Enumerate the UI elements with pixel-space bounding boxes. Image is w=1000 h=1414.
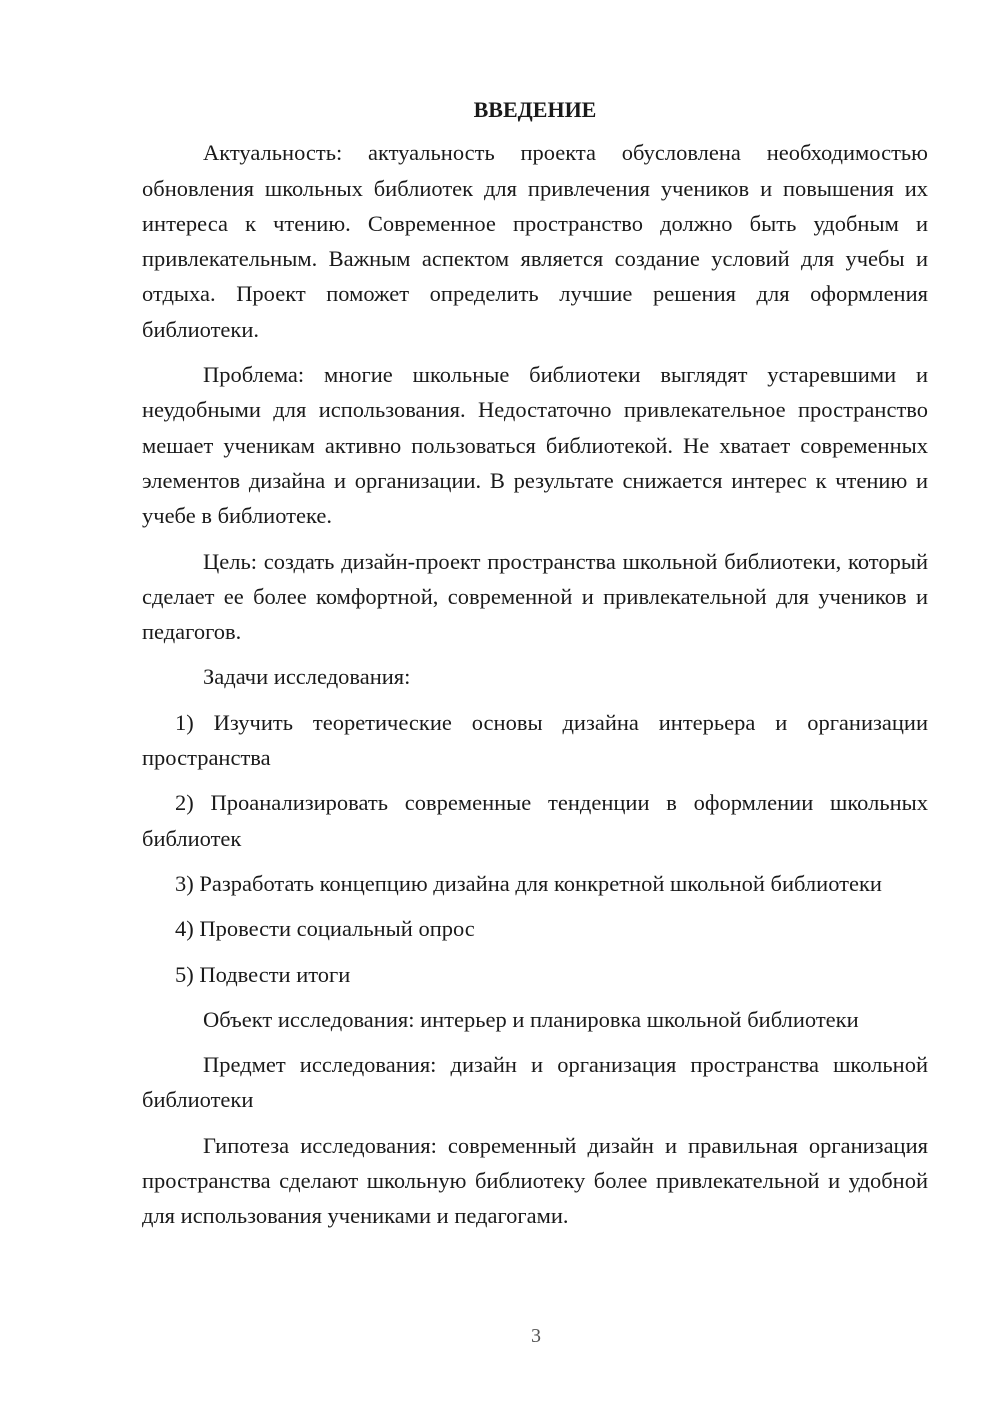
paragraph-relevance: Актуальность: актуальность проекта обусловлена необходимостью обновления школьных библиотек для привлечения учеников и повышения их интереса к чтению. Современное пространство должно быть удобным и привлекательным. Важным аспектом является создание условий для учебы и отдыха. Проект поможет определить лучшие решения для оформления библиотеки. (142, 140, 928, 342)
page-title: ВВЕДЕНИЕ (473, 97, 597, 122)
document-page (142, 92, 928, 1244)
task-item-1: 1) Изучить теоретические основы дизайна интерьера и организации пространства (142, 709, 928, 771)
task-item-4: 4) Провести социальный опрос (175, 916, 475, 942)
task-item-3: 3) Разработать концепцию дизайна для конкретной школьной библиотеки (175, 870, 882, 896)
paragraph-problem: Проблема: многие школьные библиотеки выглядят устаревшими и неудобными для использования. Недостаточно привлекательное пространство мешает ученикам активно пользоваться библиотекой. Не хватает современных элементов дизайна и организации. В результате снижается интерес к чтению и учебе в библиотеке. (142, 362, 928, 529)
tasks-heading: Задачи исследования: (203, 664, 411, 690)
paragraph-goal: Цель: создать дизайн-проект пространства школьной библиотеки, который сделает ее более комфортной, современной и привлекательной для учеников и педагогов. (142, 548, 928, 645)
paragraph-object: Объект исследования: интерьер и планировка школьной библиотеки (203, 1006, 859, 1032)
paragraph-subject: Предмет исследования: дизайн и организация пространства школьной библиотеки (142, 1052, 928, 1113)
paragraph-hypothesis: Гипотеза исследования: современный дизайн и правильная организация пространства сделают школьную библиотеку более привлекательной и удобной для использования учениками и педагогами. (142, 1132, 928, 1229)
task-item-5: 5) Подвести итоги (175, 961, 351, 987)
task-item-2: 2) Проанализировать современные тенденции в оформлении школьных библиотек (142, 790, 928, 851)
page-number: 3 (531, 1325, 541, 1347)
